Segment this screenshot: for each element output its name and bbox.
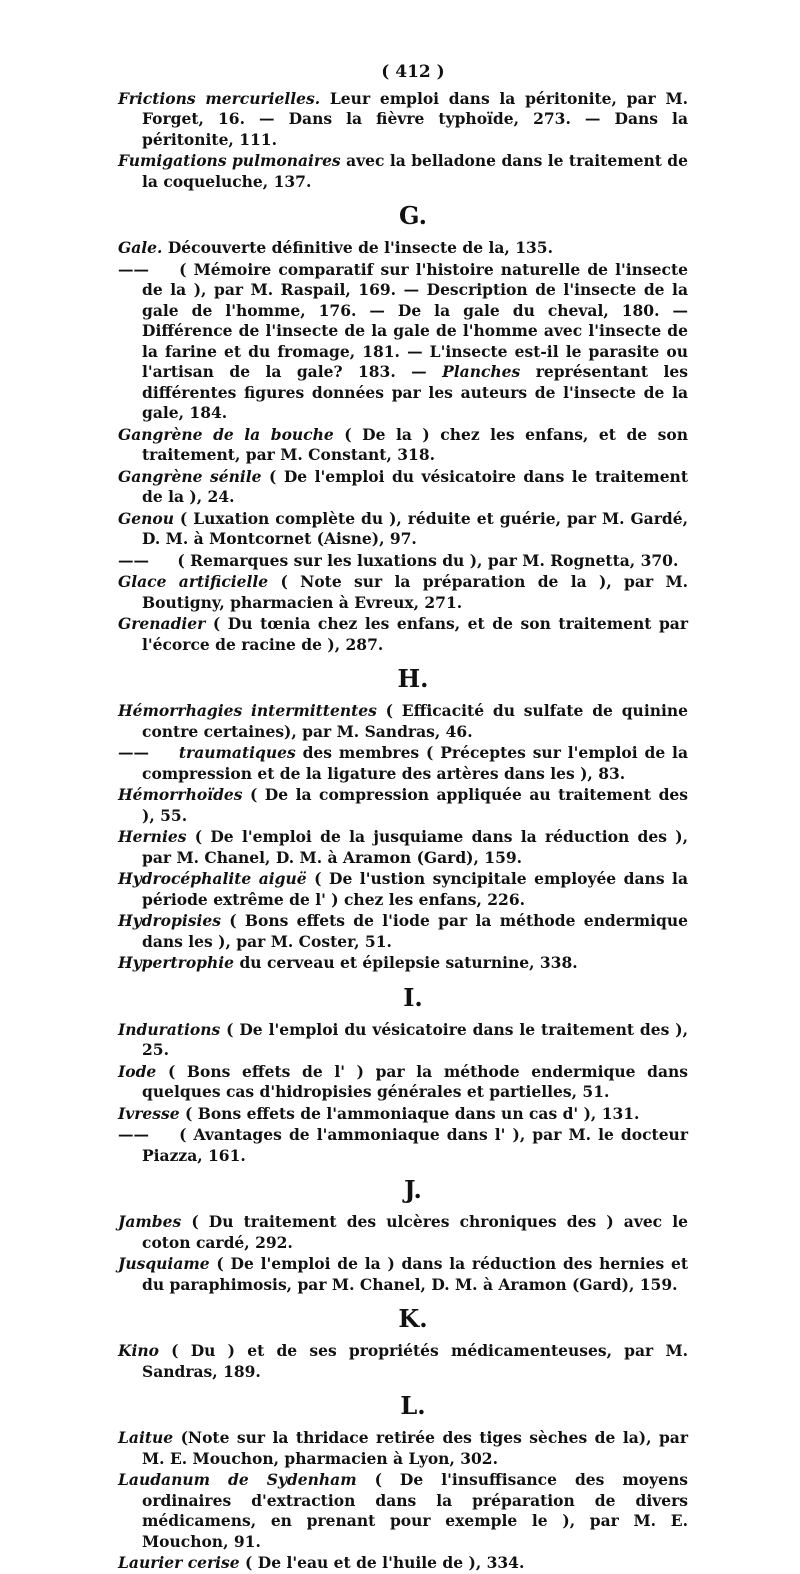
section-letter: I. [403,982,423,1012]
entry-text: des membres ( Préceptes sur l'emploi de la compression et de la ligature des artères dans les ), 83. [142,743,688,783]
repeat-dash: —— [118,1125,149,1144]
entry-heading: Frictions mercurielles. [118,88,321,108]
entry-text: Découverte définitive de l'insecte de la, 135. [162,238,553,257]
index-entry [118,260,688,424]
index-entry [118,911,688,952]
section-letter: H. [397,664,429,693]
index-entry [118,785,688,826]
entry-heading: Hydropisies [118,911,221,930]
entry-text: ( Bons effets de l'ammoniaque dans un cas d' ), 131. [179,1103,640,1123]
section-letter: J. [404,1175,422,1204]
index-entry [118,425,688,466]
entry-text: ( Du tœnia chez les enfans, et de son traitement par l'écorce de racine de ), 287. [142,614,688,654]
section-letter: K. [398,1304,428,1333]
entry-text: ( De l'eau et de l'huile de ), 334. [239,1553,525,1572]
index-entry [118,151,688,192]
entry-text: ( Bons effets de l'iode par la méthode endermique dans les ), par M. Coster, 51. [142,911,688,951]
repeat-dash: —— [118,743,149,762]
entry-text: ( De l'ustion syncipitale employée dans la période extrême de l' ) chez les enfans, 226. [142,869,688,909]
entry-heading: Glace artificielle [118,572,269,591]
entry-text: ( De l'emploi du vésicatoire dans le traitement des ), 25. [142,1019,688,1059]
index-entry [118,1428,688,1469]
index-entry [118,1254,688,1295]
entry-subheading: Planches [426,362,521,381]
index-entry [118,509,688,550]
index-entry [118,1020,688,1061]
entry-text: ( Remarques sur les luxations du ), par M. Rognetta, 370. [172,550,679,570]
index-entry [118,1062,688,1103]
index-entry [118,467,688,508]
entry-text: (Note sur la thridace retirée des tiges sèches de la), par M. E. Mouchon, pharmacien à Lyon, 302. [142,1428,688,1468]
index-content [118,89,688,1574]
entry-text: ( De l'insuffisance des moyens ordinaires d'extraction dans la préparation de divers médicamens, en prenant pour exemple le ), par M. E. Mouchon, 91. [142,1470,688,1551]
index-entry [118,701,688,742]
entry-text: du cerveau et épilepsie saturnine, 338. [234,953,578,972]
index-entry [118,614,688,655]
index-entry [118,1104,688,1125]
entry-heading: Indurations [118,1019,221,1039]
entry-heading: traumatiques [172,743,296,762]
entry-heading: Laudanum de Sydenham [118,1470,357,1489]
entry-text: ( Luxation complète du ), réduite et guérie, par M. Gardé, D. M. à Montcornet (Aisne), 97. [142,508,688,548]
index-entry [118,953,688,974]
index-entry [118,551,688,572]
entry-heading: Jusquiame [118,1254,210,1273]
index-entry [118,572,688,613]
entry-text: ( Du ) et de ses propriétés médicamenteuses, par M. Sandras, 189. [142,1341,688,1381]
index-entry [118,238,688,259]
index-entry [118,1212,688,1253]
page-number: ( 412 ) [381,62,445,82]
index-entry [118,827,688,868]
repeat-dash: —— [118,550,149,570]
entry-text-tail: représentant les différentes figures données par les auteurs de l'insecte de la gale, 184. [142,362,688,422]
index-entry [118,743,688,784]
entry-heading: Gangrène de la bouche [118,424,334,444]
entry-heading: Hernies [118,827,187,846]
entry-heading: Iode [118,1061,157,1081]
entry-heading: Fumigations pulmonaires [118,151,341,170]
entry-heading: Jambes [118,1212,182,1231]
entry-heading: Gale. [118,238,163,257]
entry-text: ( Efficacité du sulfate de quinine contre certaines), par M. Sandras, 46. [142,701,689,741]
entry-heading: Gangrène sénile [118,466,262,486]
entry-heading: Hémorrhoïdes [118,785,243,804]
index-entry [118,89,688,151]
entry-heading: Laitue [118,1428,174,1447]
index-entry [118,1470,688,1552]
entry-heading: Hypertrophie [118,953,235,972]
entry-text: ( De la ) chez les enfans, et de son traitement, par M. Constant, 318. [142,424,689,464]
entry-text: ( Bons effets de l' ) par la méthode endermique dans quelques cas d'hidropisies générales et partielles, 51. [142,1061,688,1101]
index-entry [118,1341,688,1382]
entry-heading: Laurier cerise [118,1553,240,1572]
entry-heading: Hémorrhagies intermittentes [118,701,377,720]
entry-text: avec la belladone dans le traitement de la coqueluche, 137. [142,151,688,191]
entry-text: ( De l'emploi de la jusquiame dans la réduction des ), par M. Chanel, D. M. à Aramon (Gard), 159. [142,827,688,867]
entry-heading: Genou [118,508,174,528]
repeat-dash: —— [118,259,149,279]
entry-text: Leur emploi dans la péritonite, par M. Forget, 16. — Dans la fièvre typhoïde, 273. — Dans la péritonite, 111. [142,88,688,149]
entry-heading: Ivresse [118,1103,180,1123]
entry-text: ( De l'emploi de la ) dans la réduction des hernies et du paraphimosis, par M. Chanel, D. M. à Aramon (Gard), 159. [142,1254,688,1294]
entry-text: ( De l'emploi du vésicatoire dans le traitement de la ), 24. [142,466,688,506]
section-letter: G. [399,201,427,230]
entry-text: ( Avantages de l'ammoniaque dans l' ), par M. le docteur Piazza, 161. [142,1125,688,1165]
section-letter: L. [400,1391,426,1420]
entry-text: ( De la compression appliquée au traitement des ), 55. [142,785,688,825]
entry-heading: Hydrocéphalite aiguë [118,869,307,888]
entry-heading: Kino [118,1341,159,1360]
index-entry [118,1553,688,1574]
entry-text: ( Mémoire comparatif sur l'histoire naturelle de l'insecte de la ), par M. Raspail, 169. — Description de l'insecte de la gale de l'homme, 176. — De la gale du cheval, 180. — Différence de l'insecte de la gale de l'homme avec l'insecte de la farine et du fromage, 181. — L'insecte est-il le parasite ou l'artisan de la gale? 183. — [142,259,688,381]
entry-text: ( Du traitement des ulcères chroniques des ) avec le coton cardé, 292. [142,1212,688,1252]
index-entry [118,869,688,910]
index-entry [118,1125,688,1166]
entry-text: ( Note sur la préparation de la ), par M. Boutigny, pharmacien à Evreux, 271. [142,572,688,612]
entry-heading: Grenadier [118,614,206,633]
